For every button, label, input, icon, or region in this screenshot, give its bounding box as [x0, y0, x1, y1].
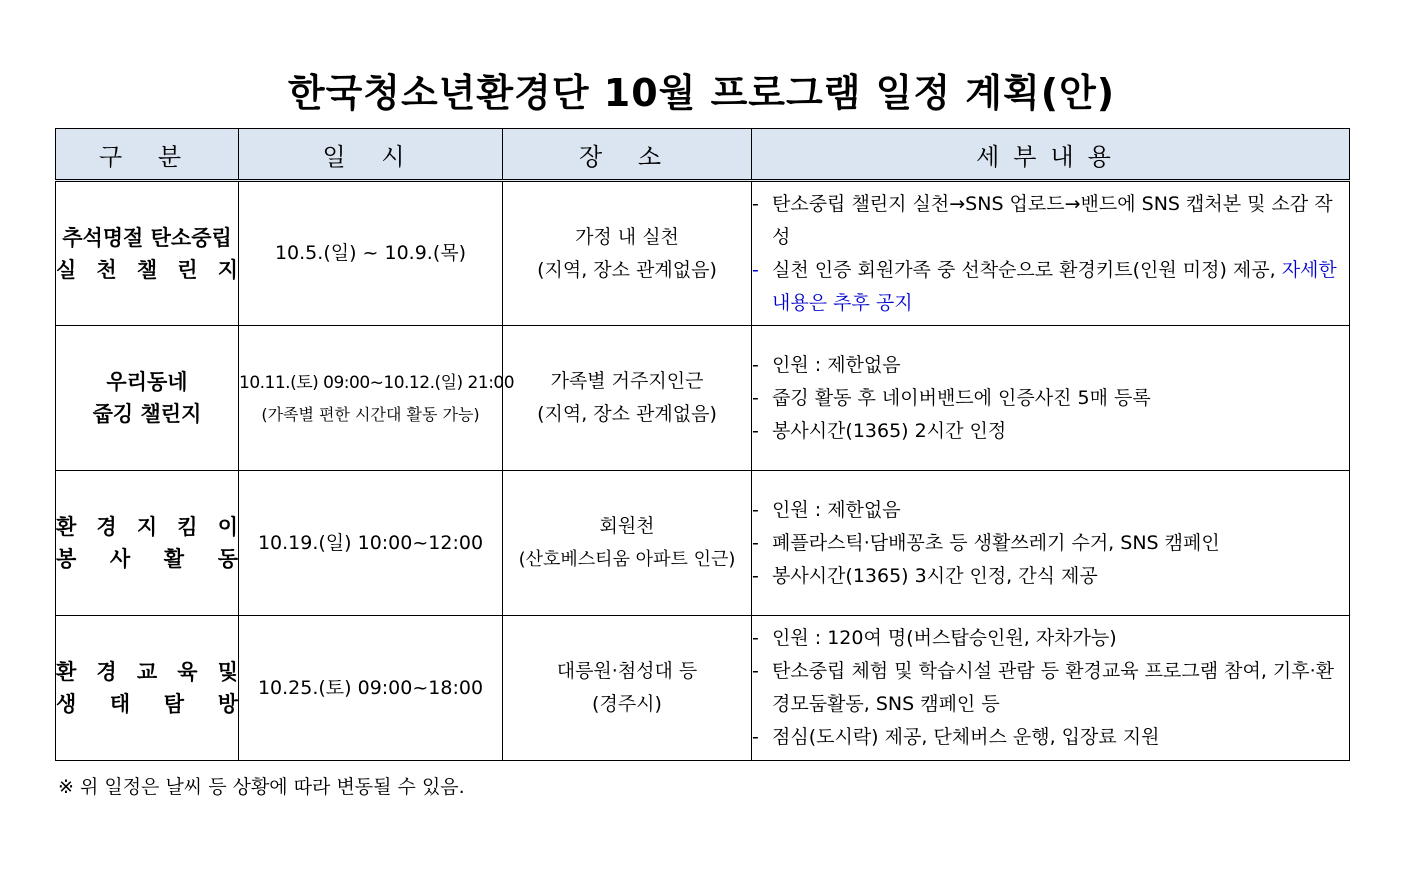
table-row [56, 616, 1350, 761]
header-detail: 세부내용 [752, 129, 1350, 181]
row-category [56, 326, 239, 471]
header-place: 장 소 [503, 129, 752, 181]
table-row [56, 471, 1350, 616]
detail-item: - 줍깅 활동 후 네이버밴드에 인증사진 5매 등록 [752, 386, 1151, 409]
row-place [503, 326, 752, 471]
row-date [239, 616, 503, 761]
category-line: 줍깅 챌린지 [92, 402, 202, 426]
category-line: 실 천 챌 린 지 [56, 257, 238, 282]
place-line: (경주시) [592, 693, 662, 715]
detail-item: - 인원 : 120여 명(버스탑승인원, 자차가능) [752, 627, 1117, 649]
page-title: 한국청소년환경단 10월 프로그램 일정 계획(안) [287, 71, 1116, 115]
place-line: 회원천 [599, 515, 655, 537]
row-detail [752, 616, 1350, 761]
place-line: 대릉원·첨성대 등 [556, 660, 698, 682]
row-detail [752, 471, 1350, 616]
detail-item: - 폐플라스틱·담배꽁초 등 생활쓰레기 수거, SNS 캠페인 [752, 531, 1220, 554]
category-line: 환 경 교 육 및 [56, 660, 238, 684]
detail-item: - 탄소중립 챌린지 실천→SNS 업로드→밴드에 SNS 캡처본 및 소감 작성 [752, 192, 1333, 248]
date-line: (가족별 편한 시간대 활동 가능) [261, 404, 480, 424]
date-line: 10.5.(일) ~ 10.9.(목) [274, 242, 467, 264]
category-line: 우리동네 [106, 370, 188, 394]
table-row [56, 181, 1350, 326]
place-line: 가족별 거주지인근 [550, 370, 704, 392]
row-detail [752, 326, 1350, 471]
category-line: 봉 사 활 동 [56, 547, 238, 571]
row-date [239, 326, 515, 471]
row-category [56, 471, 239, 616]
date-line: 10.11.(토) 09:00~10.12.(일) 21:00 [239, 372, 515, 393]
place-line: (산호베스티움 아파트 인근) [518, 549, 736, 570]
date-line: 10.25.(토) 09:00~18:00 [257, 676, 484, 699]
place-line: (지역, 장소 관계없음) [537, 403, 717, 425]
detail-item: - 봉사시간(1365) 2시간 인정 [752, 419, 1007, 442]
schedule-table [55, 128, 1350, 761]
detail-item: - 실천 인증 회원가족 중 선착순으로 환경키트(인원 미정) 제공, 자세한 내용은 추후 공지 [752, 258, 1337, 314]
row-category [56, 181, 239, 326]
detail-item: - 인원 : 제한없음 [752, 498, 901, 521]
detail-highlight: 자세한 내용은 추후 공지 [772, 258, 1337, 314]
row-place [503, 616, 752, 761]
category-line: 생 태 탐 방 [56, 692, 238, 716]
header-category: 구 분 [56, 129, 239, 181]
table-row [56, 326, 1350, 471]
footnote: ※ 위 일정은 날씨 등 상황에 따라 변동될 수 있음. [58, 776, 465, 798]
header-date: 일 시 [239, 129, 503, 181]
date-line: 10.19.(일) 10:00~12:00 [257, 531, 484, 554]
place-line: (지역, 장소 관계없음) [537, 258, 717, 281]
row-detail [752, 181, 1350, 326]
row-date [239, 181, 503, 326]
row-place [503, 181, 752, 326]
row-place [503, 471, 752, 616]
row-date [239, 471, 503, 616]
category-line: 환 경 지 킴 이 [56, 515, 238, 539]
row-category [56, 616, 239, 761]
detail-item: - 봉사시간(1365) 3시간 인정, 간식 제공 [752, 564, 1098, 587]
detail-item: - 탄소중립 체험 및 학습시설 관람 등 환경교육 프로그램 참여, 기후·환경모둠활동, SNS 캠페인 등 [752, 660, 1334, 715]
category-line: 추석명절 탄소중립 [62, 225, 232, 250]
place-line: 가정 내 실천 [575, 225, 679, 248]
detail-item: - 인원 : 제한없음 [752, 353, 901, 376]
table-header-row [56, 129, 1350, 181]
detail-item: - 점심(도시락) 제공, 단체버스 운행, 입장료 지원 [752, 726, 1160, 748]
